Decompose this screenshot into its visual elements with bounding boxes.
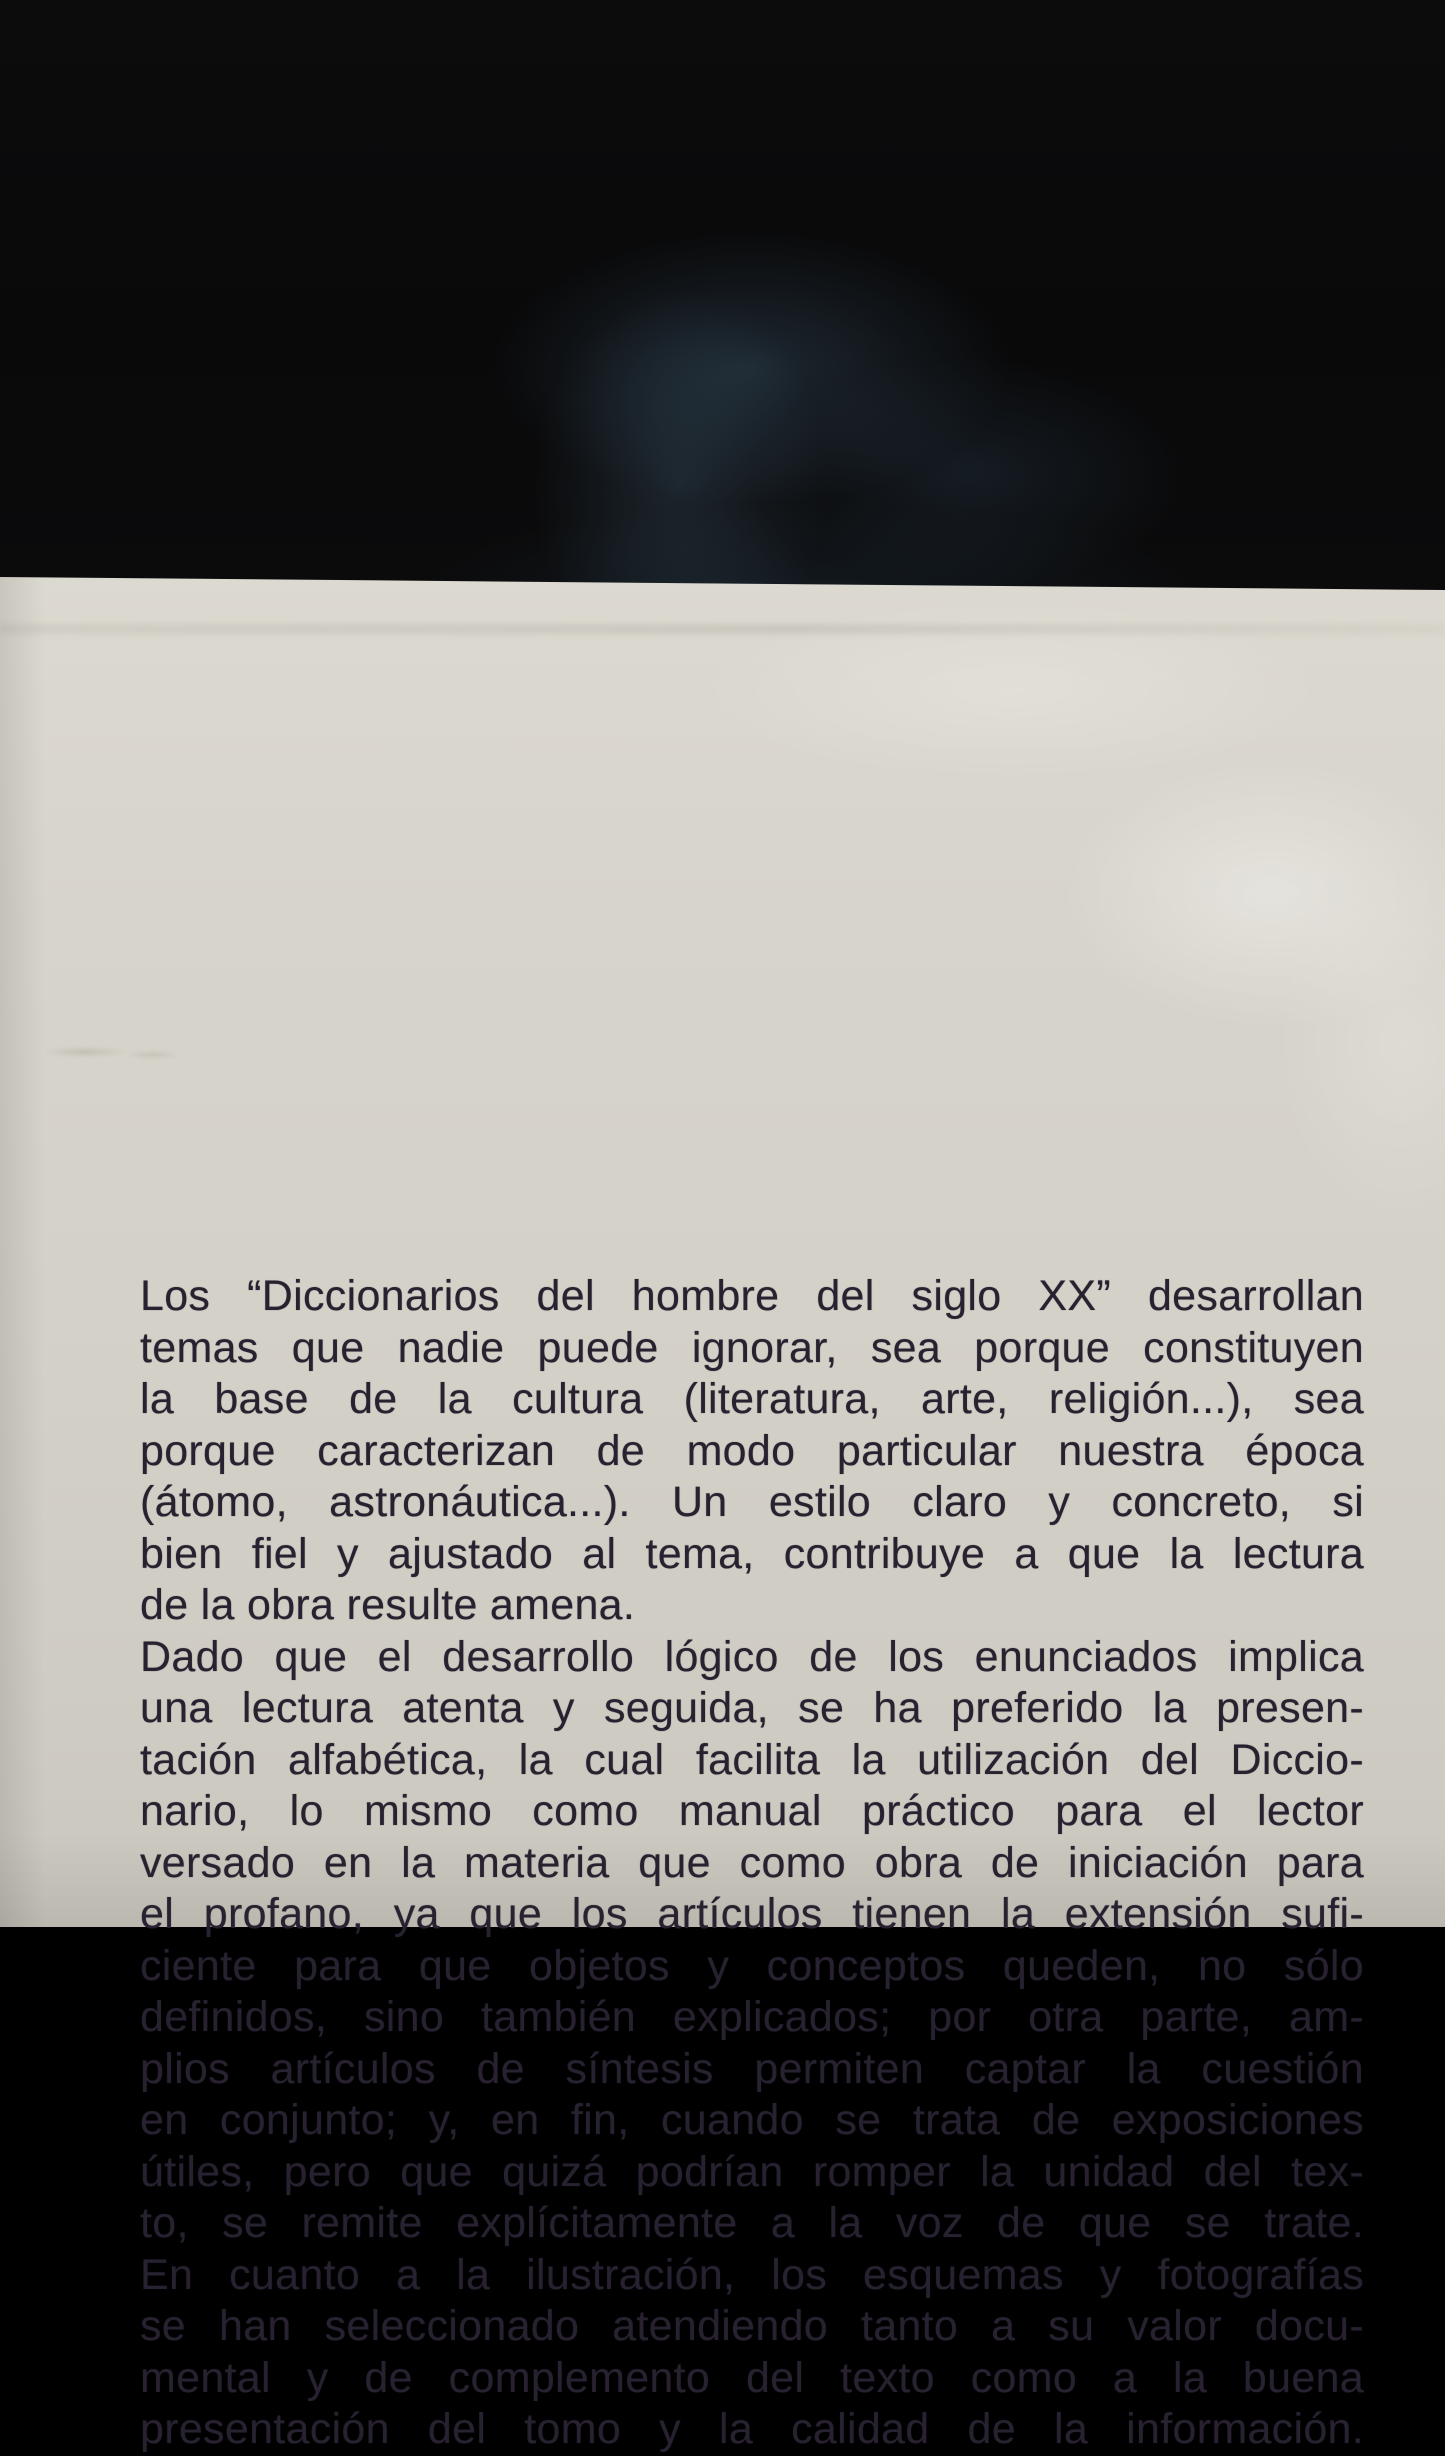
text-line: útiles, pero que quizá podrían romper la unidad del tex- bbox=[140, 2147, 1364, 2196]
text-line: porque caracterizan de modo particular nuestra época bbox=[140, 1426, 1364, 1475]
text-line: nario, lo mismo como manual práctico para el lector bbox=[140, 1787, 1364, 1835]
page-text bbox=[140, 1271, 1364, 2456]
text-line: Los “Diccionarios del hombre del siglo XX” desarrollan bbox=[140, 1272, 1364, 1320]
text-line: mental y de complemento del texto como a la buena bbox=[140, 2353, 1364, 2402]
text-line: En cuanto a la ilustración, los esquemas y fotografías bbox=[140, 2250, 1364, 2299]
text-line: una lectura atenta y seguida, se ha preferido la presen- bbox=[140, 1684, 1364, 1732]
text-line: plios artículos de síntesis permiten captar la cuestión bbox=[140, 2044, 1364, 2093]
text-line: se han seleccionado atendiendo tanto a su valor docu- bbox=[140, 2302, 1364, 2350]
text-line: Dado que el desarrollo lógico de los enunciados implica bbox=[140, 1632, 1364, 1681]
text-line: to, se remite explícitamente a la voz de que se trate. bbox=[140, 2199, 1364, 2247]
text-line: versado en la materia que como obra de iniciación para bbox=[140, 1838, 1364, 1887]
book-page bbox=[0, 568, 1445, 2453]
text-line: tación alfabética, la cual facilita la utilización del Diccio- bbox=[140, 1735, 1364, 1784]
text-line: (átomo, astronáutica...). Un estilo claro y concreto, si bbox=[140, 1478, 1364, 1526]
text-line: bien fiel y ajustado al tema, contribuye a que la lectura bbox=[140, 1529, 1364, 1578]
text-line: el profano, ya que los artículos tienen la extensión sufi- bbox=[140, 1890, 1364, 1938]
glossy-black-cover bbox=[0, 0, 1445, 592]
text-line: temas que nadie puede ignorar, sea porque constituyen bbox=[140, 1323, 1364, 1372]
text-line: la base de la cultura (literatura, arte, religión...), sea bbox=[140, 1375, 1364, 1423]
text-line: de la obra resulte amena. bbox=[140, 1581, 636, 1629]
text-line: presentación del tomo y la calidad de la información. bbox=[140, 2405, 1364, 2453]
text-line: ciente para que objetos y conceptos queden, no sólo bbox=[140, 1941, 1364, 1990]
text-line: en conjunto; y, en fin, cuando se trata de exposiciones bbox=[140, 2096, 1364, 2144]
text-line: definidos, sino también explicados; por otra parte, am- bbox=[140, 1993, 1364, 2041]
